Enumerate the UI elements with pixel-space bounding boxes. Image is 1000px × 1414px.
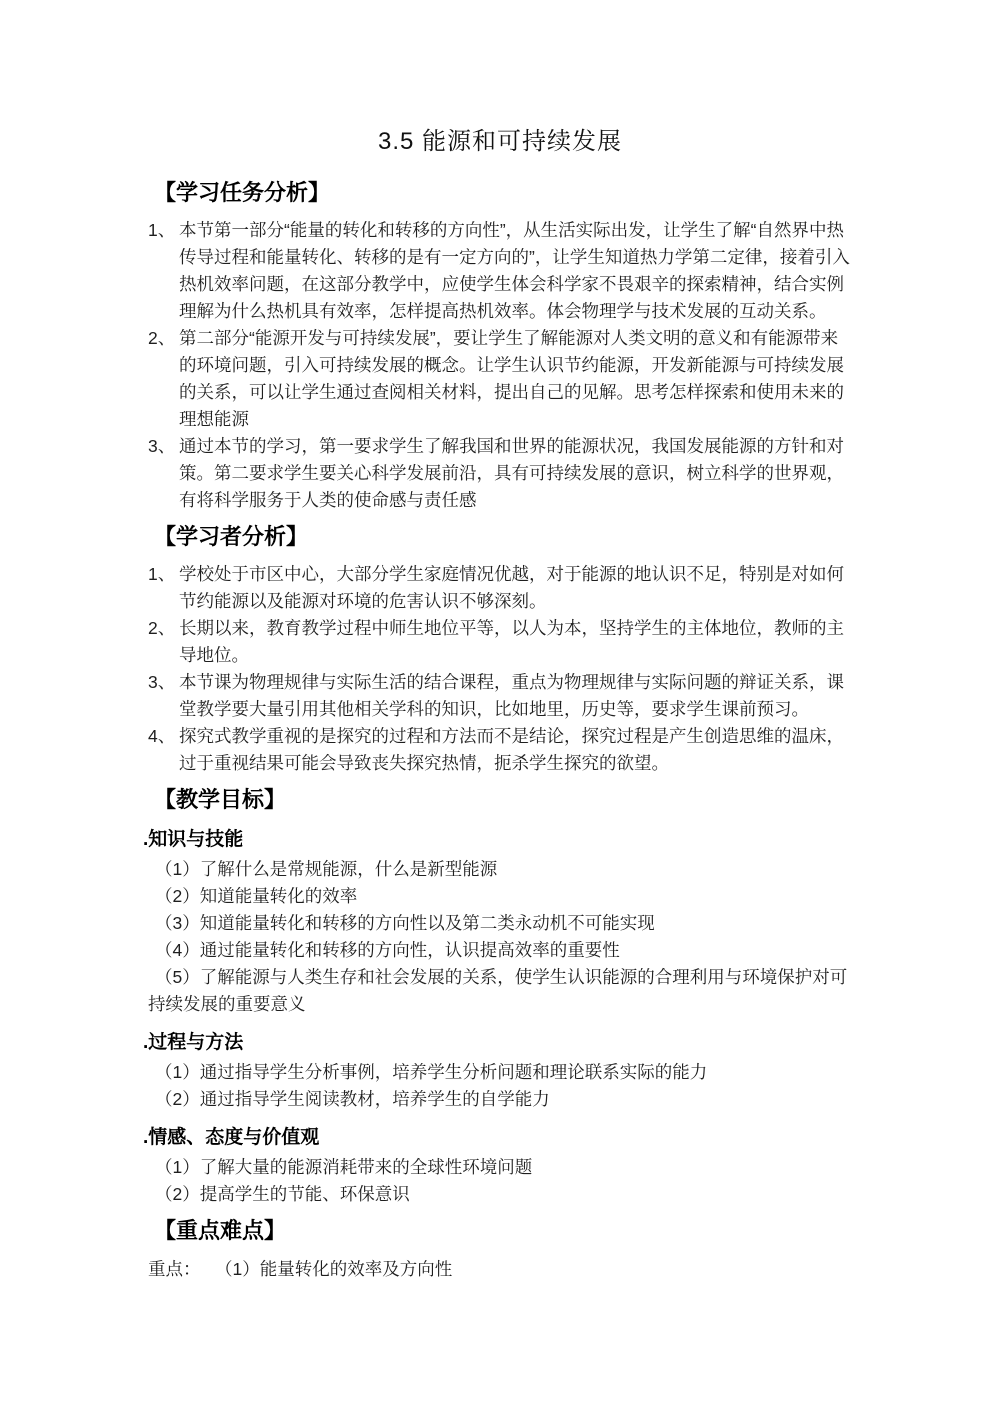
item-text: 长期以来，教育教学过程中师生地位平等，以人为本，坚持学生的主体地位，教师的主导地位。 — [179, 618, 844, 665]
subsection-title-knowledge-skills: .知识与技能 — [143, 829, 244, 850]
list-item — [148, 325, 852, 433]
list-item — [148, 561, 852, 615]
goal-point: （2）通过指导学生阅读教材，培养学生的自学能力 — [155, 1089, 550, 1109]
item-number: 1、 — [148, 564, 176, 584]
goal-point: （2）提高学生的节能、环保意识 — [155, 1184, 410, 1204]
item-text: 本节第一部分“能量的转化和转移的方向性”，从生活实际出发，让学生了解“自然界中热传导过程和能量转化、转移的是有一定方向的”，让学生知道热力学第二定律，接着引入热机效率问题，在这部分教学中，应使学生体会科学家不畏艰辛的探索精神，结合实例理解为什么热机具有效率，怎样提高热机效率。体会物理学与技术发展的互动关系。 — [179, 220, 850, 321]
key-point-label: 重点： — [148, 1259, 201, 1279]
subsection-title-process-method: .过程与方法 — [143, 1032, 244, 1053]
item-number: 4、 — [148, 726, 176, 746]
key-point-row — [148, 1256, 852, 1283]
goal-point: （1）通过指导学生分析事例，培养学生分析问题和理论联系实际的能力 — [155, 1062, 708, 1082]
task-analysis-list — [148, 217, 852, 514]
item-number: 2、 — [148, 328, 176, 348]
item-text: 学校处于市区中心，大部分学生家庭情况优越，对于能源的地认识不足，特别是对如何节约能源以及能源对环境的危害认识不够深刻。 — [179, 564, 844, 611]
goal-point: （1）了解什么是常规能源，什么是新型能源 — [155, 859, 498, 879]
item-number: 3、 — [148, 436, 176, 456]
goal-point: （1）了解大量的能源消耗带来的全球性环境问题 — [155, 1157, 533, 1177]
item-number: 2、 — [148, 618, 176, 638]
list-item — [148, 723, 852, 777]
heading-learner-analysis: 【学习者分析】 — [154, 524, 309, 549]
goal-point: （5）了解能源与人类生存和社会发展的关系，使学生认识能源的合理利用与环境保护对可持续发展的重要意义 — [148, 967, 848, 1014]
goal-point: （3）知道能量转化和转移的方向性以及第二类永动机不可能实现 — [155, 913, 655, 933]
subsection-title-attitude-values: .情感、态度与价值观 — [143, 1127, 320, 1148]
heading-key-difficulties: 【重点难点】 — [154, 1218, 287, 1243]
goal-point: （2）知道能量转化的效率 — [155, 886, 358, 906]
heading-teaching-goals: 【教学目标】 — [154, 787, 287, 812]
item-number: 3、 — [148, 672, 176, 692]
list-item — [148, 669, 852, 723]
list-item — [148, 217, 852, 325]
item-number: 1、 — [148, 220, 176, 240]
doc-title: 3.5 能源和可持续发展 — [377, 128, 623, 155]
list-item — [148, 615, 852, 669]
heading-learning-task-analysis: 【学习任务分析】 — [154, 180, 331, 205]
item-text: 通过本节的学习，第一要求学生了解我国和世界的能源状况，我国发展能源的方针和对策。第二要求学生要关心科学发展前沿，具有可持续发展的意识，树立科学的世界观，有将科学服务于人类的使命感与责任感 — [179, 436, 844, 510]
goal-point: （4）通过能量转化和转移的方向性，认识提高效率的重要性 — [155, 940, 620, 960]
list-item — [148, 433, 852, 514]
key-point-text: （1）能量转化的效率及方向性 — [215, 1259, 453, 1279]
learner-analysis-list — [148, 561, 852, 777]
item-text: 探究式教学重视的是探究的过程和方法而不是结论，探究过程是产生创造思维的温床，过于重视结果可能会导致丧失探究热情，扼杀学生探究的欲望。 — [179, 726, 844, 773]
item-text: 本节课为物理规律与实际生活的结合课程，重点为物理规律与实际问题的辩证关系，课堂教学要大量引用其他相关学科的知识，比如地里，历史等，要求学生课前预习。 — [179, 672, 844, 719]
item-text: 第二部分“能源开发与可持续发展”，要让学生了解能源对人类文明的意义和有能源带来的环境问题，引入可持续发展的概念。让学生认识节约能源，开发新能源与可持续发展的关系，可以让学生通过查阅相关材料，提出自己的见解。思考怎样探索和使用未来的理想能源 — [179, 328, 844, 429]
